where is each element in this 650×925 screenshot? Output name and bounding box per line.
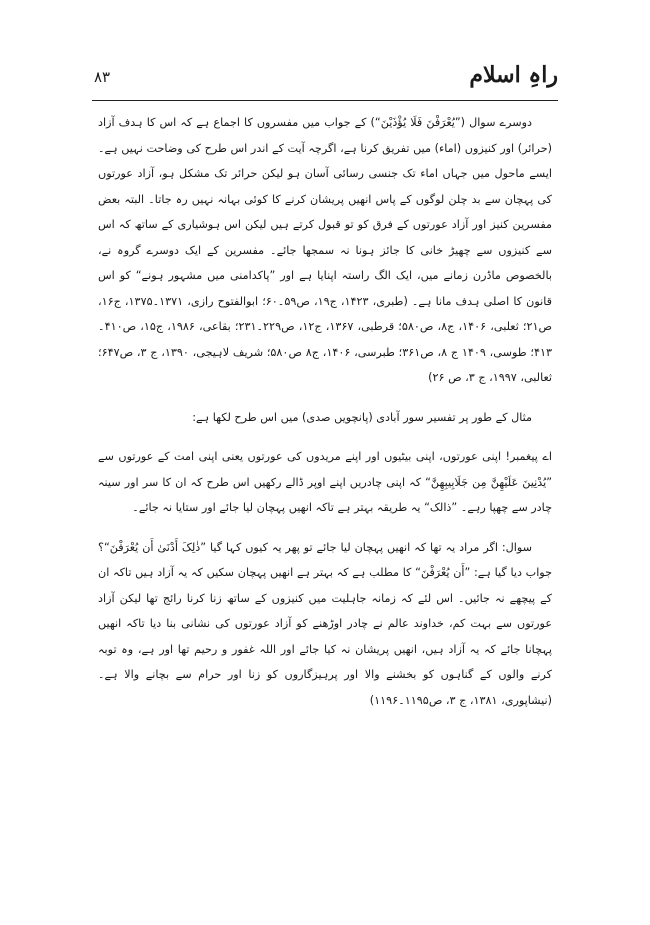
page-number: ۸۳ — [94, 68, 111, 86]
page-header — [92, 62, 558, 98]
paragraph-question-answer: سوال: اگر مراد یہ تھا کہ انھیں پہچان لیا جائے تو پھر یہ کیوں کہا گیا ”ذٰلِکَ أَدْنَىٰ أَن یُعْرَفْنَ“؟ جواب دیا گیا ہے: ”أَن یُعْرَفْنَ“ کا مطلب ہے کہ بہتر ہے انھیں پہچان سکیں کہ یہ آزاد ہیں تاکہ ان کے پیچھے نہ جائیں۔ اس لئے کہ زمانہ جاہلیت میں کنیزوں کے ساتھ زنا کرنا رائج تھا لیکن آزاد عورتوں سے بہت کم، خداوند عالم نے چادر اوڑھنے کو آزاد عورتوں کی نشانی بنا دیا تاکہ انھیں پہچانا جائے کہ یہ آزاد ہیں، انھیں پریشان نہ کیا جائے اور اللہ غفور و رحیم تھا اور ہے، وہ توبہ کرنے والوں کے گناہوں کو بخشنے والا اور پرہیزگاروں کو زنا اور حرام سے بچانے والا ہے۔ (نیشاپوری، ۱۳۸۱، ج ۳، ص۱۱۹۵۔۱۱۹۶) — [98, 540, 552, 707]
header-divider — [92, 100, 558, 101]
paragraph-commentary: دوسرے سوال (”یُعْرَفْنَ فَلَا یُؤْذَیْنَ“) کے جواب میں مفسروں کا اجماع ہے کہ اس کا ہدف آزاد (حرائر) اور کنیزوں (اماء) میں تفریق کرنا ہے، اگرچہ آیت کے اندر اس طرح کی وضاحت نہیں ہے۔ ایسے ماحول میں جہاں اماء تک جنسی رسائی آسان ہو لیکن حرائر تک مشکل ہو، آزاد عورتوں کی پہچان سے بد چلن لوگوں کے پاس انھیں پریشان کرنے کا کوئی بہانہ نہیں رہ جاتا۔ البتہ بعض مفسرین کنیز اور آزاد عورتوں کے فرق کو تو قبول کرتے ہیں لیکن اس ہوشیاری کے ساتھ کہ اس سے کنیزوں سے چھیڑ خانی کا جائز ہونا نہ سمجھا جائے۔ مفسرین کے ایک دوسرے گروہ نے، بالخصوص ماڈرن زمانے میں، ایک الگ راستہ اپنایا ہے اور ”پاکدامنی میں مشہور ہونے“ کو اس قانون کا اصلی ہدف مانا ہے۔ (طبری، ۱۴۲۳، ج۱۹، ص۵۹۔۶۰؛ ابوالفتوح رازی، ۱۳۷۱۔۱۳۷۵، ج۱۶، ص۲۱؛ ثعلبی، ۱۴۰۶، ج۸، ص۵۸۰؛ قرطبی، ۱۳۶۷، ج۱۲، ص۲۲۹۔۲۳۱؛ بقاعی، ۱۹۸۶، ج۱۵، ص۴۱۰۔۴۱۳؛ طوسی، ۱۴۰۹ ج ۸، ص۳۶۱؛ طبرسی، ۱۴۰۶، ج۸ ص۵۸۰؛ شریف لاہیجی، ۱۳۹۰، ج ۳، ص۶۴۷؛ ثعالبی، ۱۹۹۷، ج ۳، ص ۲۶) — [98, 116, 553, 384]
running-title: راہِ اسلام — [469, 62, 558, 88]
paragraph-example-intro: مثال کے طور پر تفسیر سور آبادی (پانچویں صدی) میں اس طرح لکھا ہے: — [192, 410, 532, 424]
page-body — [98, 110, 552, 713]
paragraph-quote: اے پیغمبر! اپنی عورتوں، اپنی بیٹیوں اور اپنے مریدوں کی عورتوں یعنی اپنی امت کے عورتوں سے ”یُدْنِینَ عَلَیْهِنَّ مِن جَلَابِیبِهِنَّ“ کہ اپنی چادریں اپنے اوپر ڈالے رکھیں اس طرح کہ ان کا سر اور سینہ چادر سے چھپا رہے۔ ”ذالک“ یہ طریقہ بہتر ہے تاکہ انھیں پہچان لیا جائے اور ستایا نہ جائے۔ — [98, 450, 552, 514]
